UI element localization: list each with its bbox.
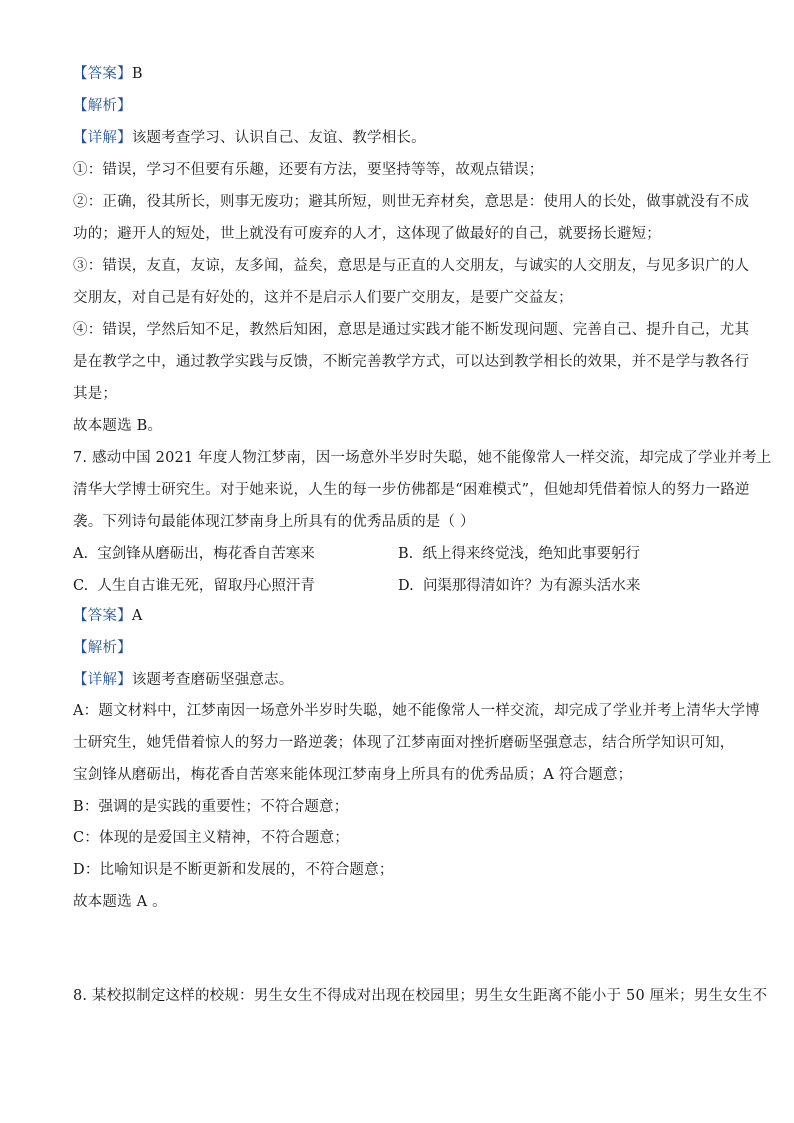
explanation-line: 功的；避开人的短处，世上就没有可废弃的人才，这体现了做最好的自己，就要扬长避短；: [73, 226, 661, 242]
detail-text: 该题考查学习、认识自己、友谊、教学相长。: [131, 130, 426, 146]
conclusion-line: 故本题选 B。: [73, 418, 163, 434]
detail-line: [73, 670, 733, 690]
question-7-line: 7. 感动中国 2021 年度人物江梦南，因一场意外半岁时失聪，她不能像常人一样交流，却完成了学业并考上: [73, 450, 772, 466]
analysis-line: [73, 96, 733, 116]
option-text: 人生自古谁无死，留取丹心照汗青: [97, 578, 315, 594]
analysis-line: [73, 638, 733, 658]
option-text: 纸上得来终觉浅，绝知此事要躬行: [422, 546, 640, 562]
option-key: D.: [398, 578, 414, 594]
detail-line: [73, 128, 733, 148]
question-7-line: 清华大学博士研究生。对于她来说，人生的每一步仿佛都是“困难模式”，但她却凭借着惊人的努力一路逆: [73, 482, 750, 498]
answer-line: [73, 606, 733, 626]
detail-text: 该题考查磨砺坚强意志。: [131, 672, 294, 688]
option-key: C.: [73, 578, 89, 594]
option-a: [73, 544, 315, 564]
detail-label: 【详解】: [73, 130, 132, 146]
analysis-label: 【解析】: [73, 98, 132, 114]
explanation-line: 其是；: [73, 386, 118, 402]
explanation-line: B：强调的是实践的重要性；不符合题意；: [73, 799, 349, 815]
option-text: 问渠那得清如许？为有源头活水来: [422, 578, 641, 594]
explanation-line: ③：错误，友直，友谅，友多闻，益矣，意思是与正直的人交朋友，与诚实的人交朋友，与见多识广的人: [73, 258, 750, 274]
option-c: [73, 576, 315, 596]
option-b: [398, 544, 640, 564]
explanation-line: ①：错误，学习不但要有乐趣，还要有方法，要坚持等等，故观点错误；: [73, 162, 544, 178]
explanation-line: ②：正确，役其所长，则事无废功；避其所短，则世无弃材矣，意思是：使用人的长处，做事就没有不成: [73, 194, 750, 210]
option-text: 宝剑锋从磨砺出，梅花香自苦寒来: [97, 546, 315, 562]
answer-value: A: [131, 608, 143, 624]
answer-value: B: [131, 66, 143, 82]
explanation-line: 士研究生，她凭借着惊人的努力一路逆袭；体现了江梦南面对挫折磨砺坚强意志，结合所学知识可知，: [73, 735, 735, 751]
answer-line: [73, 64, 733, 84]
conclusion-line: 故本题选 A 。: [73, 894, 167, 910]
detail-label: 【详解】: [73, 672, 132, 688]
explanation-line: C：体现的是爱国主义精神，不符合题意；: [73, 830, 349, 846]
explanation-line: 交朋友，对自己是有好处的，这并不是启示人们要广交朋友，是要广交益友；: [73, 290, 573, 306]
analysis-label: 【解析】: [73, 640, 132, 656]
explanation-line: A：题文材料中，江梦南因一场意外半岁时失聪，她不能像常人一样交流，却完成了学业并考上清华大学博: [73, 703, 760, 719]
explanation-line: 是在教学之中，通过教学实践与反馈，不断完善教学方式，可以达到教学相长的效果，并不是学与教各行: [73, 354, 750, 370]
answer-label: 【答案】: [73, 608, 132, 624]
option-d: [398, 576, 640, 596]
explanation-line: 宝剑锋从磨砺出，梅花香自苦寒来能体现江梦南身上所具有的优秀品质；A 符合题意；: [73, 767, 633, 783]
explanation-line: D：比喻知识是不断更新和发展的，不符合题意；: [73, 862, 394, 878]
option-key: A.: [73, 546, 89, 562]
answer-label: 【答案】: [73, 66, 132, 82]
question-7-line: 袭。下列诗句最能体现江梦南身上所具有的优秀品质的是（ ）: [73, 514, 475, 530]
explanation-line: ④：错误，学然后知不足，教然后知困，意思是通过实践才能不断发现问题、完善自己、提升自己，尤其: [73, 322, 750, 338]
question-8-line: 8. 某校拟制定这样的校规：男生女生不得成对出现在校园里；男生女生距离不能小于 50 厘米；男生女生不: [73, 988, 768, 1004]
option-key: B.: [398, 546, 414, 562]
